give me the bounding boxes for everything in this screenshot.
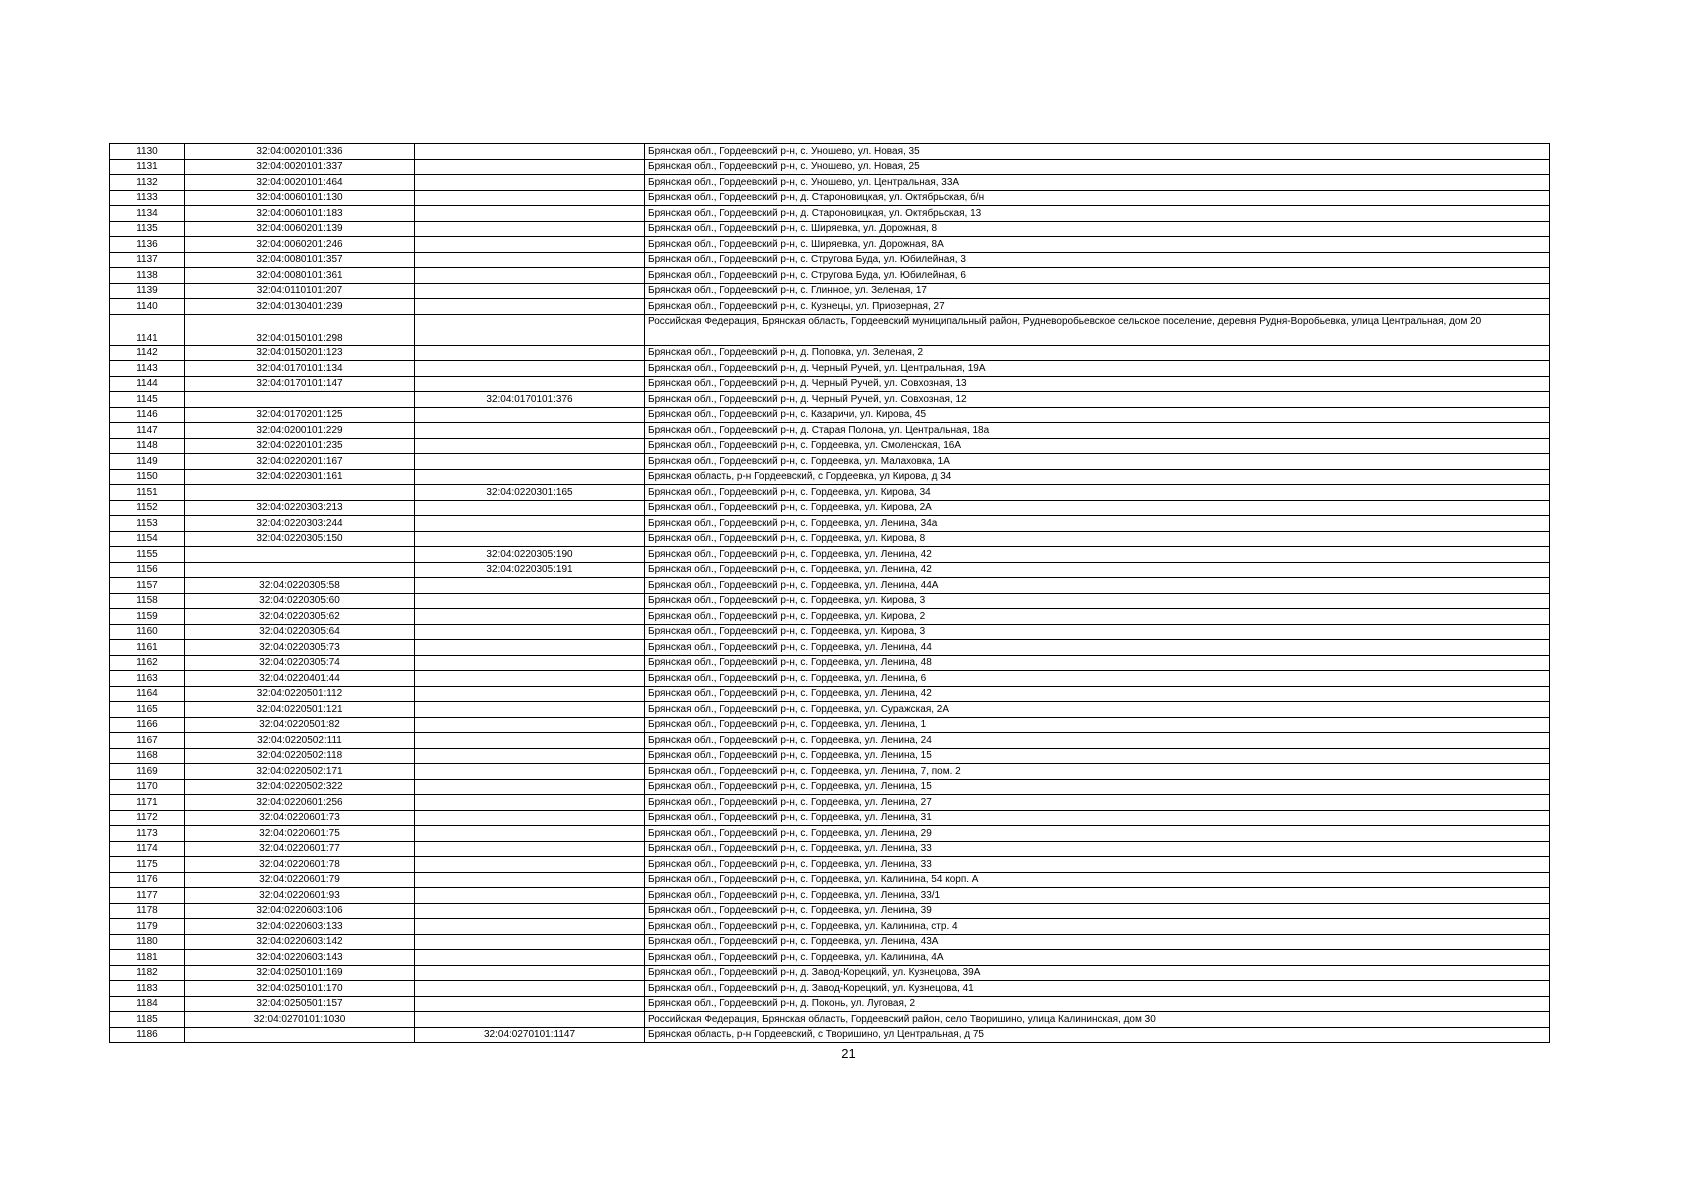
page-number: 21 xyxy=(841,1046,856,1061)
row-number-cell: 1147 xyxy=(110,423,185,439)
row-number-cell: 1162 xyxy=(110,655,185,671)
address-cell: Брянская обл., Гордеевский р-н, с. Гордеевка, ул. Ленина, 48 xyxy=(645,655,1550,671)
address-cell: Брянская обл., Гордеевский р-н, с. Гордеевка, ул. Ленина, 15 xyxy=(645,779,1550,795)
cadastral-number-cell: 32:04:0080101:361 xyxy=(185,268,415,284)
row-number-cell: 1160 xyxy=(110,624,185,640)
row-number-cell: 1180 xyxy=(110,934,185,950)
table-row xyxy=(110,934,1550,950)
cadastral-number-cell: 32:04:0220502:111 xyxy=(185,733,415,749)
related-cadastral-number-cell xyxy=(415,857,645,873)
row-number-cell: 1183 xyxy=(110,981,185,997)
address-cell: Брянская обл., Гордеевский р-н, с. Гордеевка, ул. Ленина, 31 xyxy=(645,810,1550,826)
cadastral-number-cell: 32:04:0170101:134 xyxy=(185,361,415,377)
table-row xyxy=(110,361,1550,377)
table-row xyxy=(110,144,1550,160)
related-cadastral-number-cell xyxy=(415,1012,645,1028)
related-cadastral-number-cell xyxy=(415,655,645,671)
table-row xyxy=(110,593,1550,609)
table-row xyxy=(110,748,1550,764)
address-cell: Брянская обл., Гордеевский р-н, с. Уношево, ул. Новая, 25 xyxy=(645,159,1550,175)
cadastral-number-cell: 32:04:0220301:161 xyxy=(185,469,415,485)
cadastral-number-cell: 32:04:0250101:169 xyxy=(185,965,415,981)
cadastral-number-cell: 32:04:0080101:357 xyxy=(185,252,415,268)
address-cell: Брянская обл., Гордеевский р-н, с. Гордеевка, ул. Кирова, 8 xyxy=(645,531,1550,547)
address-cell: Брянская обл., Гордеевский р-н, д. Завод-Корецкий, ул. Кузнецова, 39А xyxy=(645,965,1550,981)
cadastral-number-cell: 32:04:0020101:337 xyxy=(185,159,415,175)
row-number-cell: 1156 xyxy=(110,562,185,578)
related-cadastral-number-cell xyxy=(415,206,645,222)
address-cell: Брянская обл., Гордеевский р-н, с. Кузнецы, ул. Приозерная, 27 xyxy=(645,299,1550,315)
cadastral-number-cell: 32:04:0220601:79 xyxy=(185,872,415,888)
related-cadastral-number-cell xyxy=(415,764,645,780)
cadastral-number-cell: 32:04:0220303:244 xyxy=(185,516,415,532)
table-row xyxy=(110,283,1550,299)
address-cell: Брянская обл., Гордеевский р-н, с. Уношево, ул. Новая, 35 xyxy=(645,144,1550,160)
related-cadastral-number-cell xyxy=(415,872,645,888)
related-cadastral-number-cell xyxy=(415,345,645,361)
cadastral-number-cell: 32:04:0220601:73 xyxy=(185,810,415,826)
table-row xyxy=(110,516,1550,532)
table-row xyxy=(110,485,1550,501)
related-cadastral-number-cell: 32:04:0170101:376 xyxy=(415,392,645,408)
address-cell: Брянская обл., Гордеевский р-н, с. Гордеевка, ул. Смоленская, 16А xyxy=(645,438,1550,454)
related-cadastral-number-cell: 32:04:0220305:190 xyxy=(415,547,645,563)
cadastral-number-cell: 32:04:0130401:239 xyxy=(185,299,415,315)
address-cell: Российская Федерация, Брянская область, Гордеевский район, село Творишино, улица Калининская, дом 30 xyxy=(645,1012,1550,1028)
table-row xyxy=(110,950,1550,966)
address-cell: Брянская обл., Гордеевский р-н, с. Гордеевка, ул. Ленина, 6 xyxy=(645,671,1550,687)
cadastral-number-cell: 32:04:0020101:464 xyxy=(185,175,415,191)
table-row xyxy=(110,547,1550,563)
table-row xyxy=(110,903,1550,919)
cadastral-number-cell: 32:04:0020101:336 xyxy=(185,144,415,160)
row-number-cell: 1184 xyxy=(110,996,185,1012)
row-number-cell: 1173 xyxy=(110,826,185,842)
property-table xyxy=(109,143,1550,1043)
related-cadastral-number-cell xyxy=(415,283,645,299)
related-cadastral-number-cell xyxy=(415,423,645,439)
table-body xyxy=(110,144,1550,1043)
address-cell: Брянская обл., Гордеевский р-н, с. Гордеевка, ул. Ленина, 42 xyxy=(645,562,1550,578)
cadastral-number-cell: 32:04:0060101:183 xyxy=(185,206,415,222)
cadastral-number-cell: 32:04:0220305:62 xyxy=(185,609,415,625)
address-cell: Брянская обл., Гордеевский р-н, с. Гордеевка, ул. Кирова, 34 xyxy=(645,485,1550,501)
row-number-cell: 1170 xyxy=(110,779,185,795)
address-cell: Брянская обл., Гордеевский р-н, с. Гордеевка, ул. Кирова, 2 xyxy=(645,609,1550,625)
cadastral-number-cell: 32:04:0220201:167 xyxy=(185,454,415,470)
table-row xyxy=(110,981,1550,997)
related-cadastral-number-cell xyxy=(415,609,645,625)
address-cell: Брянская обл., Гордеевский р-н, с. Гордеевка, ул. Кирова, 3 xyxy=(645,624,1550,640)
table-row xyxy=(110,779,1550,795)
address-cell: Брянская обл., Гордеевский р-н, д. Черный Ручей, ул. Совхозная, 12 xyxy=(645,392,1550,408)
cadastral-number-cell: 32:04:0200101:229 xyxy=(185,423,415,439)
cadastral-number-cell: 32:04:0060201:246 xyxy=(185,237,415,253)
row-number-cell: 1146 xyxy=(110,407,185,423)
address-cell: Брянская обл., Гордеевский р-н, с. Гордеевка, ул. Ленина, 34а xyxy=(645,516,1550,532)
cadastral-number-cell: 32:04:0150101:298 xyxy=(185,314,415,345)
table-row xyxy=(110,624,1550,640)
table-row xyxy=(110,996,1550,1012)
related-cadastral-number-cell xyxy=(415,531,645,547)
related-cadastral-number-cell xyxy=(415,702,645,718)
cadastral-number-cell: 32:04:0220601:78 xyxy=(185,857,415,873)
table-row xyxy=(110,609,1550,625)
row-number-cell: 1159 xyxy=(110,609,185,625)
address-cell: Российская Федерация, Брянская область, Гордеевский муниципальный район, Рудневоробьевское сельское поселение, деревня Рудня-Воробьевка, улица Центральная, дом 20 xyxy=(645,314,1550,345)
row-number-cell: 1134 xyxy=(110,206,185,222)
row-number-cell: 1169 xyxy=(110,764,185,780)
address-cell: Брянская обл., Гордеевский р-н, с. Гордеевка, ул. Ленина, 44 xyxy=(645,640,1550,656)
row-number-cell: 1145 xyxy=(110,392,185,408)
address-cell: Брянская обл., Гордеевский р-н, с. Уношево, ул. Центральная, 33А xyxy=(645,175,1550,191)
related-cadastral-number-cell xyxy=(415,919,645,935)
related-cadastral-number-cell xyxy=(415,965,645,981)
row-number-cell: 1143 xyxy=(110,361,185,377)
address-cell: Брянская обл., Гордеевский р-н, с. Гордеевка, ул. Ленина, 42 xyxy=(645,686,1550,702)
cadastral-number-cell: 32:04:0220401:44 xyxy=(185,671,415,687)
row-number-cell: 1158 xyxy=(110,593,185,609)
table-row xyxy=(110,655,1550,671)
table-row xyxy=(110,500,1550,516)
table-row xyxy=(110,314,1550,345)
row-number-cell: 1171 xyxy=(110,795,185,811)
cadastral-number-cell xyxy=(185,485,415,501)
cadastral-number-cell: 32:04:0060101:130 xyxy=(185,190,415,206)
address-cell: Брянская обл., Гордеевский р-н, с. Гордеевка, ул. Кирова, 3 xyxy=(645,593,1550,609)
table-row xyxy=(110,702,1550,718)
row-number-cell: 1172 xyxy=(110,810,185,826)
related-cadastral-number-cell xyxy=(415,252,645,268)
related-cadastral-number-cell: 32:04:0220305:191 xyxy=(415,562,645,578)
related-cadastral-number-cell xyxy=(415,175,645,191)
table-row xyxy=(110,810,1550,826)
row-number-cell: 1175 xyxy=(110,857,185,873)
table-row xyxy=(110,221,1550,237)
row-number-cell: 1136 xyxy=(110,237,185,253)
related-cadastral-number-cell: 32:04:0220301:165 xyxy=(415,485,645,501)
cadastral-number-cell: 32:04:0220502:118 xyxy=(185,748,415,764)
address-cell: Брянская обл., Гордеевский р-н, с. Гордеевка, ул. Калинина, стр. 4 xyxy=(645,919,1550,935)
row-number-cell: 1167 xyxy=(110,733,185,749)
related-cadastral-number-cell xyxy=(415,438,645,454)
related-cadastral-number-cell xyxy=(415,733,645,749)
table-row xyxy=(110,919,1550,935)
address-cell: Брянская обл., Гордеевский р-н, д. Поповка, ул. Зеленая, 2 xyxy=(645,345,1550,361)
table-row xyxy=(110,795,1550,811)
address-cell: Брянская обл., Гордеевский р-н, с. Гордеевка, ул. Ленина, 44А xyxy=(645,578,1550,594)
cadastral-number-cell: 32:04:0220603:106 xyxy=(185,903,415,919)
address-cell: Брянская обл., Гордеевский р-н, с. Стругова Буда, ул. Юбилейная, 6 xyxy=(645,268,1550,284)
table-row xyxy=(110,717,1550,733)
table-row xyxy=(110,407,1550,423)
table-row xyxy=(110,733,1550,749)
table-row xyxy=(110,454,1550,470)
table-row xyxy=(110,206,1550,222)
related-cadastral-number-cell xyxy=(415,469,645,485)
row-number-cell: 1177 xyxy=(110,888,185,904)
address-cell: Брянская обл., Гордеевский р-н, с. Гордеевка, ул. Ленина, 39 xyxy=(645,903,1550,919)
table-row xyxy=(110,671,1550,687)
address-cell: Брянская обл., Гордеевский р-н, д. Поконь, ул. Луговая, 2 xyxy=(645,996,1550,1012)
related-cadastral-number-cell xyxy=(415,934,645,950)
cadastral-number-cell: 32:04:0060201:139 xyxy=(185,221,415,237)
cadastral-number-cell xyxy=(185,562,415,578)
row-number-cell: 1140 xyxy=(110,299,185,315)
row-number-cell: 1182 xyxy=(110,965,185,981)
address-cell: Брянская обл., Гордеевский р-н, с. Гордеевка, ул. Ленина, 1 xyxy=(645,717,1550,733)
address-cell: Брянская обл., Гордеевский р-н, с. Ширяевка, ул. Дорожная, 8 xyxy=(645,221,1550,237)
table-row xyxy=(110,268,1550,284)
cadastral-number-cell: 32:04:0220601:93 xyxy=(185,888,415,904)
table-row xyxy=(110,826,1550,842)
table-row xyxy=(110,562,1550,578)
cadastral-number-cell: 32:04:0220305:74 xyxy=(185,655,415,671)
row-number-cell: 1152 xyxy=(110,500,185,516)
row-number-cell: 1151 xyxy=(110,485,185,501)
table-row xyxy=(110,392,1550,408)
address-cell: Брянская обл., Гордеевский р-н, с. Гордеевка, ул. Ленина, 7, пом. 2 xyxy=(645,764,1550,780)
row-number-cell: 1186 xyxy=(110,1027,185,1043)
table-row xyxy=(110,686,1550,702)
related-cadastral-number-cell xyxy=(415,624,645,640)
cadastral-number-cell: 32:04:0220502:171 xyxy=(185,764,415,780)
table-row xyxy=(110,345,1550,361)
table-row xyxy=(110,764,1550,780)
row-number-cell: 1132 xyxy=(110,175,185,191)
address-cell: Брянская обл., Гордеевский р-н, д. Староновицкая, ул. Октябрьская, 13 xyxy=(645,206,1550,222)
row-number-cell: 1149 xyxy=(110,454,185,470)
related-cadastral-number-cell xyxy=(415,578,645,594)
related-cadastral-number-cell xyxy=(415,996,645,1012)
related-cadastral-number-cell xyxy=(415,671,645,687)
address-cell: Брянская область, р-н Гордеевский, с Творишино, ул Центральная, д 75 xyxy=(645,1027,1550,1043)
cadastral-number-cell: 32:04:0250501:157 xyxy=(185,996,415,1012)
row-number-cell: 1138 xyxy=(110,268,185,284)
row-number-cell: 1154 xyxy=(110,531,185,547)
row-number-cell: 1179 xyxy=(110,919,185,935)
address-cell: Брянская обл., Гордеевский р-н, с. Гордеевка, ул. Ленина, 33 xyxy=(645,841,1550,857)
cadastral-number-cell: 32:04:0170201:125 xyxy=(185,407,415,423)
cadastral-number-cell: 32:04:0220603:133 xyxy=(185,919,415,935)
related-cadastral-number-cell xyxy=(415,314,645,345)
table-row xyxy=(110,237,1550,253)
row-number-cell: 1142 xyxy=(110,345,185,361)
related-cadastral-number-cell xyxy=(415,950,645,966)
address-cell: Брянская обл., Гордеевский р-н, с. Гордеевка, ул. Кирова, 2А xyxy=(645,500,1550,516)
cadastral-number-cell: 32:04:0270101:1030 xyxy=(185,1012,415,1028)
address-cell: Брянская обл., Гордеевский р-н, с. Стругова Буда, ул. Юбилейная, 3 xyxy=(645,252,1550,268)
row-number-cell: 1161 xyxy=(110,640,185,656)
row-number-cell: 1155 xyxy=(110,547,185,563)
table-row xyxy=(110,1012,1550,1028)
related-cadastral-number-cell xyxy=(415,500,645,516)
related-cadastral-number-cell xyxy=(415,810,645,826)
address-cell: Брянская обл., Гордеевский р-н, с. Гордеевка, ул. Калинина, 54 корп. А xyxy=(645,872,1550,888)
row-number-cell: 1135 xyxy=(110,221,185,237)
table-row xyxy=(110,1027,1550,1043)
cadastral-number-cell: 32:04:0220305:64 xyxy=(185,624,415,640)
address-cell: Брянская обл., Гордеевский р-н, с. Гордеевка, ул. Ленина, 27 xyxy=(645,795,1550,811)
row-number-cell: 1176 xyxy=(110,872,185,888)
cadastral-number-cell: 32:04:0150201:123 xyxy=(185,345,415,361)
row-number-cell: 1148 xyxy=(110,438,185,454)
cadastral-number-cell: 32:04:0220303:213 xyxy=(185,500,415,516)
address-cell: Брянская обл., Гордеевский р-н, с. Казаричи, ул. Кирова, 45 xyxy=(645,407,1550,423)
related-cadastral-number-cell xyxy=(415,779,645,795)
table-row xyxy=(110,175,1550,191)
address-cell: Брянская обл., Гордеевский р-н, д. Черный Ручей, ул. Совхозная, 13 xyxy=(645,376,1550,392)
cadastral-number-cell: 32:04:0220601:75 xyxy=(185,826,415,842)
table-row xyxy=(110,640,1550,656)
related-cadastral-number-cell xyxy=(415,299,645,315)
table-row xyxy=(110,190,1550,206)
row-number-cell: 1153 xyxy=(110,516,185,532)
address-cell: Брянская обл., Гордеевский р-н, д. Старая Полона, ул. Центральная, 18а xyxy=(645,423,1550,439)
table-row xyxy=(110,252,1550,268)
address-cell: Брянская обл., Гордеевский р-н, с. Гордеевка, ул. Ленина, 24 xyxy=(645,733,1550,749)
related-cadastral-number-cell xyxy=(415,407,645,423)
table-row xyxy=(110,159,1550,175)
address-cell: Брянская обл., Гордеевский р-н, с. Гордеевка, ул. Ленина, 33/1 xyxy=(645,888,1550,904)
cadastral-number-cell xyxy=(185,392,415,408)
cadastral-number-cell xyxy=(185,547,415,563)
row-number-cell: 1174 xyxy=(110,841,185,857)
related-cadastral-number-cell xyxy=(415,159,645,175)
cadastral-number-cell: 32:04:0220305:60 xyxy=(185,593,415,609)
table-row xyxy=(110,438,1550,454)
table-row xyxy=(110,857,1550,873)
related-cadastral-number-cell xyxy=(415,376,645,392)
related-cadastral-number-cell: 32:04:0270101:1147 xyxy=(415,1027,645,1043)
row-number-cell: 1157 xyxy=(110,578,185,594)
table-row xyxy=(110,376,1550,392)
row-number-cell: 1185 xyxy=(110,1012,185,1028)
table-row xyxy=(110,531,1550,547)
address-cell: Брянская обл., Гордеевский р-н, с. Гордеевка, ул. Ленина, 29 xyxy=(645,826,1550,842)
row-number-cell: 1133 xyxy=(110,190,185,206)
row-number-cell: 1165 xyxy=(110,702,185,718)
cadastral-number-cell: 32:04:0220601:77 xyxy=(185,841,415,857)
table-row xyxy=(110,872,1550,888)
address-cell: Брянская обл., Гордеевский р-н, с. Гордеевка, ул. Ленина, 33 xyxy=(645,857,1550,873)
address-cell: Брянская обл., Гордеевский р-н, с. Гордеевка, ул. Суражская, 2А xyxy=(645,702,1550,718)
row-number-cell: 1178 xyxy=(110,903,185,919)
address-cell: Брянская обл., Гордеевский р-н, д. Староновицкая, ул. Октябрьская, б/н xyxy=(645,190,1550,206)
address-cell: Брянская обл., Гордеевский р-н, с. Гордеевка, ул. Ленина, 42 xyxy=(645,547,1550,563)
address-cell: Брянская обл., Гордеевский р-н, с. Глинное, ул. Зеленая, 17 xyxy=(645,283,1550,299)
cadastral-number-cell: 32:04:0220305:73 xyxy=(185,640,415,656)
cadastral-number-cell: 32:04:0220501:82 xyxy=(185,717,415,733)
cadastral-number-cell: 32:04:0110101:207 xyxy=(185,283,415,299)
related-cadastral-number-cell xyxy=(415,841,645,857)
related-cadastral-number-cell xyxy=(415,237,645,253)
row-number-cell: 1141 xyxy=(110,314,185,345)
address-cell: Брянская обл., Гордеевский р-н, с. Гордеевка, ул. Калинина, 4А xyxy=(645,950,1550,966)
cadastral-number-cell: 32:04:0170101:147 xyxy=(185,376,415,392)
row-number-cell: 1168 xyxy=(110,748,185,764)
related-cadastral-number-cell xyxy=(415,144,645,160)
related-cadastral-number-cell xyxy=(415,268,645,284)
address-cell: Брянская обл., Гордеевский р-н, с. Гордеевка, ул. Ленина, 43А xyxy=(645,934,1550,950)
cadastral-number-cell: 32:04:0220603:143 xyxy=(185,950,415,966)
row-number-cell: 1150 xyxy=(110,469,185,485)
related-cadastral-number-cell xyxy=(415,795,645,811)
related-cadastral-number-cell xyxy=(415,826,645,842)
address-cell: Брянская обл., Гордеевский р-н, с. Ширяевка, ул. Дорожная, 8А xyxy=(645,237,1550,253)
cadastral-number-cell xyxy=(185,1027,415,1043)
cadastral-number-cell: 32:04:0220502:322 xyxy=(185,779,415,795)
row-number-cell: 1139 xyxy=(110,283,185,299)
address-cell: Брянская обл., Гордеевский р-н, д. Завод-Корецкий, ул. Кузнецова, 41 xyxy=(645,981,1550,997)
related-cadastral-number-cell xyxy=(415,640,645,656)
row-number-cell: 1137 xyxy=(110,252,185,268)
cadastral-number-cell: 32:04:0220305:58 xyxy=(185,578,415,594)
table-row xyxy=(110,423,1550,439)
cadastral-number-cell: 32:04:0250101:170 xyxy=(185,981,415,997)
related-cadastral-number-cell xyxy=(415,221,645,237)
cadastral-number-cell: 32:04:0220501:112 xyxy=(185,686,415,702)
related-cadastral-number-cell xyxy=(415,686,645,702)
address-cell: Брянская область, р-н Гордеевский, с Гордеевка, ул Кирова, д 34 xyxy=(645,469,1550,485)
row-number-cell: 1164 xyxy=(110,686,185,702)
related-cadastral-number-cell xyxy=(415,361,645,377)
table-row xyxy=(110,578,1550,594)
related-cadastral-number-cell xyxy=(415,888,645,904)
table-row xyxy=(110,841,1550,857)
table-row xyxy=(110,469,1550,485)
row-number-cell: 1130 xyxy=(110,144,185,160)
related-cadastral-number-cell xyxy=(415,190,645,206)
cadastral-number-cell: 32:04:0220501:121 xyxy=(185,702,415,718)
cadastral-number-cell: 32:04:0220101:235 xyxy=(185,438,415,454)
table-row xyxy=(110,888,1550,904)
related-cadastral-number-cell xyxy=(415,903,645,919)
table-row xyxy=(110,299,1550,315)
address-cell: Брянская обл., Гордеевский р-н, д. Черный Ручей, ул. Центральная, 19А xyxy=(645,361,1550,377)
address-cell: Брянская обл., Гордеевский р-н, с. Гордеевка, ул. Ленина, 15 xyxy=(645,748,1550,764)
row-number-cell: 1163 xyxy=(110,671,185,687)
cadastral-number-cell: 32:04:0220603:142 xyxy=(185,934,415,950)
related-cadastral-number-cell xyxy=(415,454,645,470)
table-row xyxy=(110,965,1550,981)
row-number-cell: 1181 xyxy=(110,950,185,966)
address-cell: Брянская обл., Гордеевский р-н, с. Гордеевка, ул. Малаховка, 1А xyxy=(645,454,1550,470)
row-number-cell: 1166 xyxy=(110,717,185,733)
related-cadastral-number-cell xyxy=(415,593,645,609)
cadastral-number-cell: 32:04:0220305:150 xyxy=(185,531,415,547)
related-cadastral-number-cell xyxy=(415,717,645,733)
row-number-cell: 1131 xyxy=(110,159,185,175)
related-cadastral-number-cell xyxy=(415,981,645,997)
row-number-cell: 1144 xyxy=(110,376,185,392)
related-cadastral-number-cell xyxy=(415,516,645,532)
related-cadastral-number-cell xyxy=(415,748,645,764)
cadastral-number-cell: 32:04:0220601:256 xyxy=(185,795,415,811)
